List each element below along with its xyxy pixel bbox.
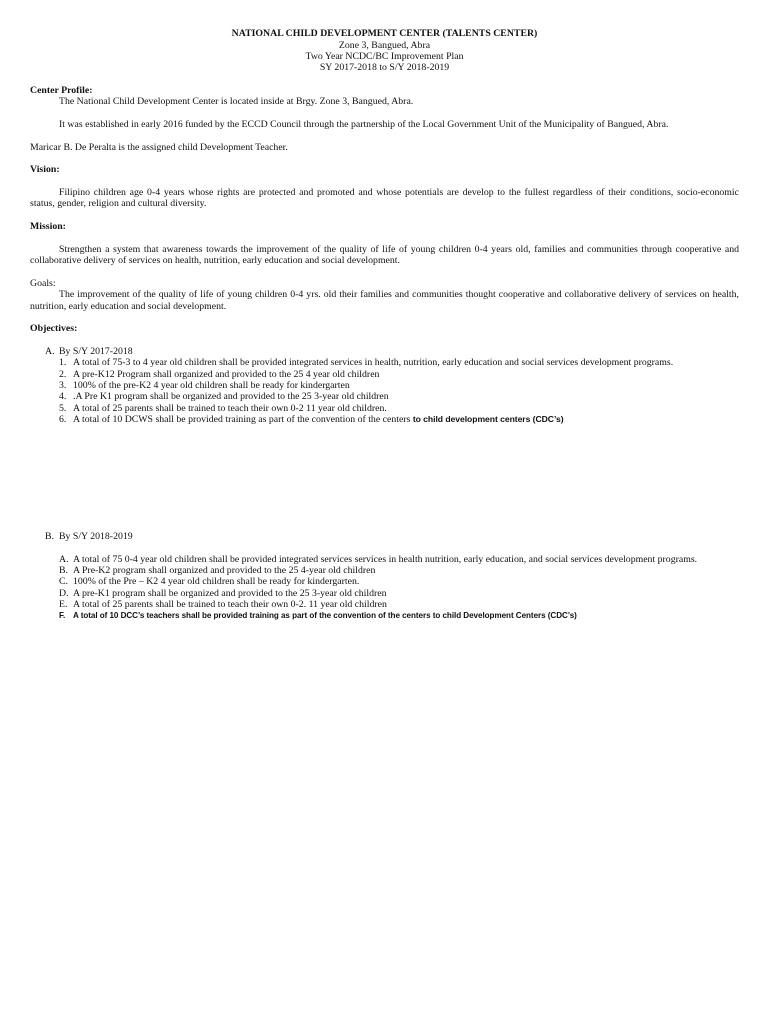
mission-line: Strengthen a system that awareness towards the improvement of the quality of life of young children 0-4 years old, families and communities through cooperative and [59,243,739,255]
item-marker: F. [59,611,66,621]
item-text: A Pre-K2 program shall organized and provided to the 25 4-year old children [73,565,376,577]
objective-item [30,403,739,414]
item-text-group [73,414,564,425]
document-location: Zone 3, Bangued, Abra [338,39,431,51]
goals-heading: Goals: [30,277,56,289]
goals-line: nutrition, early education and social development. [30,300,227,312]
item-marker: 5. [59,402,67,414]
item-text: 100% of the Pre – K2 4 year old children shall be ready for kindergarten. [73,576,360,588]
item-marker: 6. [59,413,67,425]
item-marker: 4. [59,391,67,403]
item-text: .A Pre K1 program shall be organized and provided to the 25 3-year old children [73,391,389,403]
center-location-text: The National Child Development Center is located inside at Brgy. Zone 3, Bangued, Abra. [59,96,414,108]
goals-line: The improvement of the quality of life of young children 0-4 yrs. old their families and communities thought cooperative and collaborative delivery of services on health, [59,289,739,301]
objectives-heading: Objectives: [30,323,78,335]
objective-item [30,369,739,380]
vision-line: Filipino children age 0-4 years whose rights are protected and promoted and whose potentials are develop to the fullest regardless of their conditions, socio-economic [59,187,739,199]
objective-item [30,588,739,599]
item-marker: B. [59,565,68,577]
item-text: A pre-K1 program shall be organized and provided to the 25 3-year old children [73,587,387,599]
section-header [30,531,739,542]
section-header [30,346,739,357]
item-emphasis-text: to child development centers (CDC’s) [412,413,564,424]
objective-item [30,554,739,565]
mission-line: collaborative delivery of services on health, nutrition, early education and social development. [30,255,400,267]
objective-item [30,576,739,587]
section-label: By S/Y 2017-2018 [59,345,133,357]
document-body [30,28,739,622]
item-text: A total of 75 0-4 year old children shall be provided integrated services services in health nutrition, early education, and social services development programs. [73,553,698,565]
objective-item [30,610,739,621]
center-profile-heading: Center Profile: [30,85,93,97]
item-marker: D. [59,587,69,599]
item-emphasis-text: A total of 10 DCC’s teachers shall be provided training as part of the convention of the centers to child Development Centers (CDC’s) [73,611,577,621]
center-established-text: It was established in early 2016 funded by the ECCD Council through the partnership of the Local Government Unit of the Municipality of Bangued, Abra. [59,119,669,131]
objective-item [30,565,739,576]
vision-line: status, gender, religion and cultural diversity. [30,198,207,210]
objective-item [30,391,739,402]
objective-item [30,599,739,610]
document-title: NATIONAL CHILD DEVELOPMENT CENTER (TALENTS CENTER) [231,28,538,40]
item-marker: E. [59,599,68,611]
section-marker: A. [45,345,55,357]
mission-heading: Mission: [30,221,66,233]
item-text: A pre-K12 Program shall organized and provided to the 25 4 year old children [73,368,380,380]
item-text: A total of 25 parents shall be trained to teach their own 0-2 11 year old children. [73,402,387,414]
item-text: A total of 25 parents shall be trained to teach their own 0-2. 11 year old children [73,599,387,611]
objective-section [30,531,739,622]
item-text: 100% of the pre-K2 4 year old children shall be ready for kindergarten [73,379,350,391]
vision-heading: Vision: [30,164,60,176]
teacher-text: Maricar B. De Peralta is the assigned child Development Teacher. [30,141,288,153]
objective-item [30,357,739,368]
section-label: By S/Y 2018-2019 [59,531,133,543]
objective-item [30,380,739,391]
item-marker: 3. [59,379,67,391]
item-marker: 1. [59,357,67,369]
item-text: A total of 75-3 to 4 year old children shall be provided integrated services in health, nutrition, early education and social services development programs. [73,357,674,369]
item-marker: C. [59,576,68,588]
objective-section [30,346,739,425]
item-marker: 2. [59,368,67,380]
plan-period: SY 2017-2018 to S/Y 2018-2019 [319,62,450,74]
section-marker: B. [45,531,54,543]
objective-item [30,414,739,425]
item-marker: A. [59,553,69,565]
plan-title: Two Year NCDC/BC Improvement Plan [305,50,464,62]
item-text: A total of 10 DCWS shall be provided training as part of the convention of the centers [73,413,411,425]
